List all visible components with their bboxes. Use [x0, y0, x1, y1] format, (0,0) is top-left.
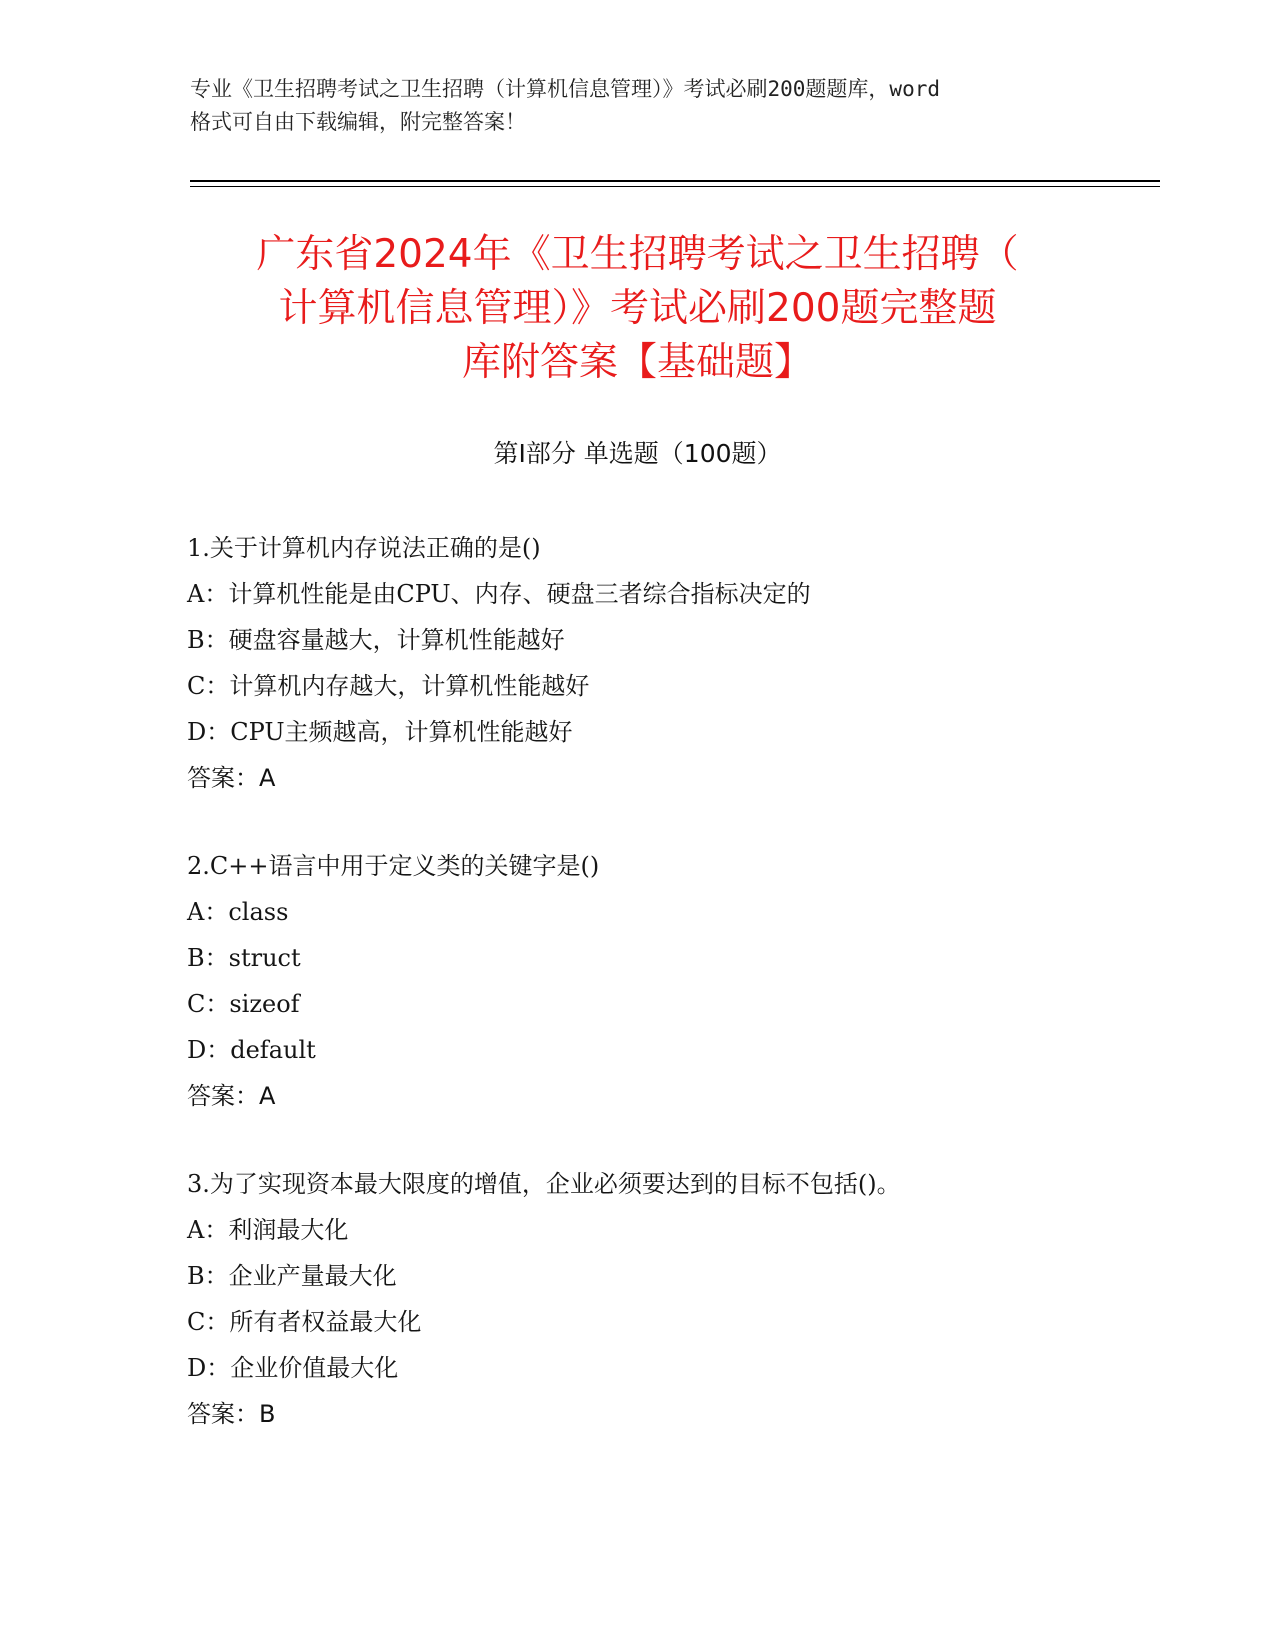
header-note-line-2: 格式可自由下载编辑，附完整答案！: [190, 110, 526, 134]
question-spacer: [187, 1119, 1137, 1161]
question-3: [187, 1161, 1137, 1437]
option-c: C：sizeof: [187, 990, 300, 1018]
header-divider-thick: [190, 180, 1160, 182]
question-stem: 1.关于计算机内存说法正确的是(): [187, 534, 541, 562]
header-note: [190, 73, 1090, 139]
header-divider-thin: [190, 186, 1160, 187]
answer: 答案：A: [187, 764, 276, 792]
question-list: [187, 525, 1137, 1437]
document-title-line-3: 库附答案【基础题】: [461, 340, 813, 385]
section-heading: 第Ⅰ部分 单选题（100题）: [493, 439, 782, 468]
option-a: A：计算机性能是由CPU、内存、硬盘三者综合指标决定的: [187, 580, 811, 608]
option-c: C：计算机内存越大，计算机性能越好: [187, 672, 590, 700]
answer: 答案：A: [187, 1082, 276, 1110]
header-note-line-1: 专业《卫生招聘考试之卫生招聘（计算机信息管理）》考试必刷200题题库，word: [190, 77, 940, 101]
option-d: D：企业价值最大化: [187, 1354, 399, 1382]
option-d: D：default: [187, 1036, 316, 1064]
question-2: [187, 843, 1137, 1119]
option-d: D：CPU主频越高，计算机性能越好: [187, 718, 573, 746]
header-divider: [190, 180, 1160, 187]
option-b: B：企业产量最大化: [187, 1262, 397, 1290]
document-title: [170, 228, 1105, 390]
question-1: [187, 525, 1137, 801]
option-a: A：class: [187, 898, 289, 926]
question-spacer: [187, 801, 1137, 843]
answer: 答案：B: [187, 1400, 276, 1428]
option-b: B：硬盘容量越大，计算机性能越好: [187, 626, 565, 654]
document-title-line-2: 计算机信息管理）》考试必刷200题完整题: [278, 286, 997, 331]
question-stem: 3.为了实现资本最大限度的增值，企业必须要达到的目标不包括()。: [187, 1170, 901, 1198]
option-c: C：所有者权益最大化: [187, 1308, 422, 1336]
option-a: A：利润最大化: [187, 1216, 349, 1244]
option-b: B：struct: [187, 944, 301, 972]
question-stem: 2.C++语言中用于定义类的关键字是(): [187, 852, 600, 880]
document-title-line-1: 广东省2024年《卫生招聘考试之卫生招聘（: [256, 232, 1019, 277]
